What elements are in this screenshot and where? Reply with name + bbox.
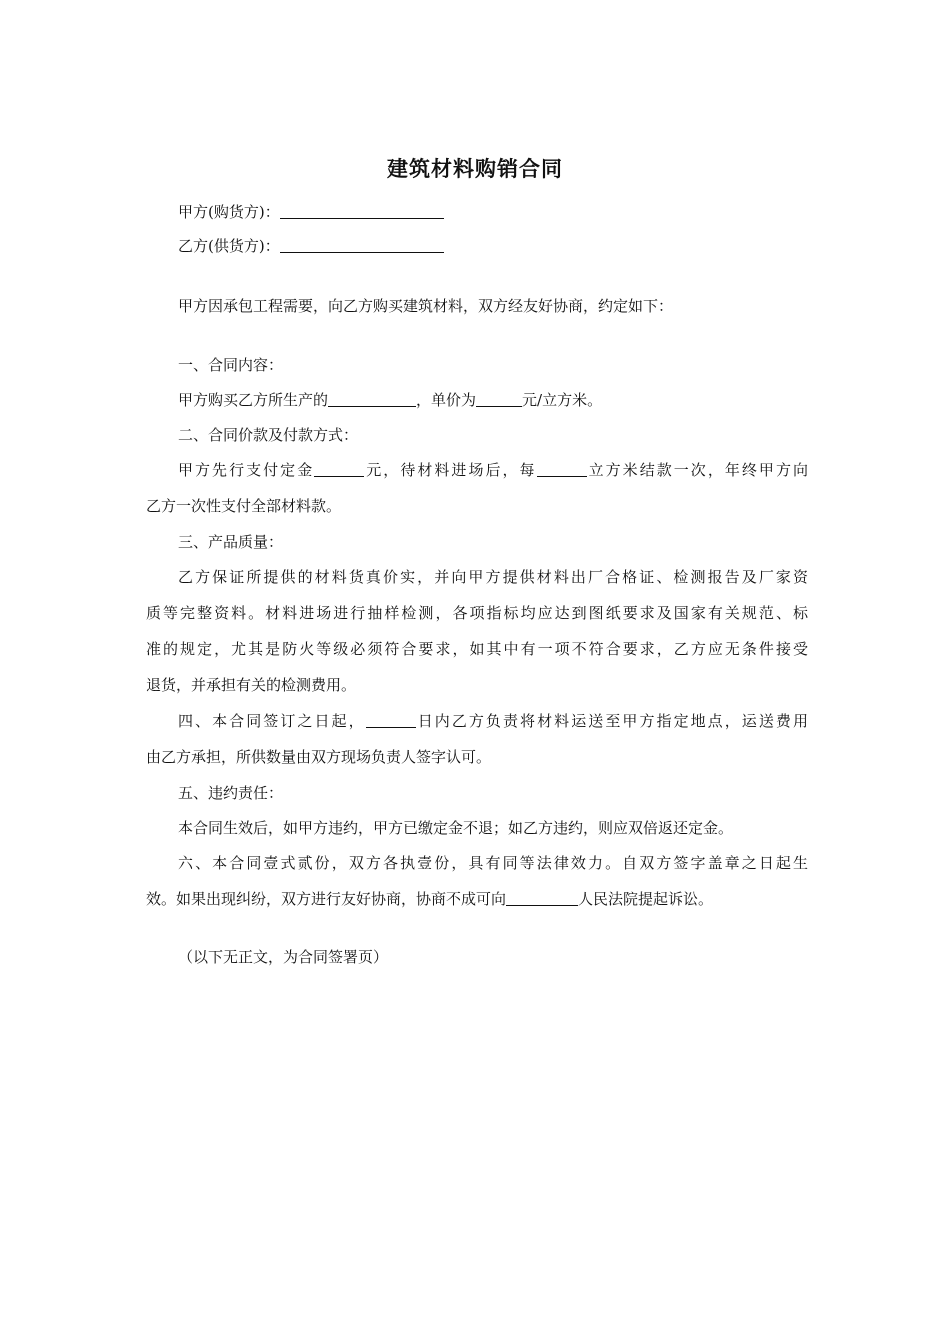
section-2-heading: 二、合同价款及付款方式： xyxy=(178,426,359,444)
section-3-heading: 三、产品质量： xyxy=(178,533,284,551)
section-5-heading: 五、违约责任： xyxy=(178,784,284,802)
section-3-line-2: 质等完整资料。材料进场进行抽样检测，各项指标均应达到图纸要求及国家有关规范、标 xyxy=(146,604,808,622)
party-a-blank[interactable] xyxy=(280,202,444,219)
section-3-line-1: 乙方保证所提供的材料货真价实，并向甲方提供材料出厂合格证、检测报告及厂家资 xyxy=(178,568,808,586)
section-2-line-2: 乙方一次性支付全部材料款。 xyxy=(146,497,342,515)
party-a-label: 甲方(购货方)： xyxy=(178,203,280,221)
section-6-line-2: 效。如果出现纠纷，双方进行友好协商，协商不成可向 人民法院提起诉讼。 xyxy=(146,890,714,908)
party-a-line xyxy=(178,201,808,223)
unit-price-blank[interactable] xyxy=(476,390,522,407)
court-blank[interactable] xyxy=(506,889,578,906)
deposit-blank[interactable] xyxy=(314,460,364,477)
material-blank[interactable] xyxy=(328,390,416,407)
section-6-line-1: 六、本合同壹式贰份，双方各执壹份，具有同等法律效力。自双方签字盖章之日起生 xyxy=(178,854,808,872)
party-b-label: 乙方(供货方)： xyxy=(178,237,280,255)
intro-text: 甲方因承包工程需要，向乙方购买建筑材料，双方经友好协商，约定如下： xyxy=(178,297,674,315)
section-2-line-1: 甲方先行支付定金 元，待材料进场后，每 立方米结款一次，年终甲方向 xyxy=(178,461,808,479)
days-blank[interactable] xyxy=(366,711,416,728)
party-b-blank[interactable] xyxy=(280,236,444,253)
footer-note: （以下无正文，为合同签署页） xyxy=(178,948,389,966)
volume-blank[interactable] xyxy=(537,460,587,477)
contract-title: 建筑材料购销合同 xyxy=(387,157,563,181)
section-3-line-4: 退货，并承担有关的检测费用。 xyxy=(146,676,357,694)
section-1-heading: 一、合同内容： xyxy=(178,356,284,374)
section-1-text: 甲方购买乙方所生产的 ，单价为 元/立方米。 xyxy=(178,391,603,409)
section-5-text: 本合同生效后，如甲方违约，甲方已缴定金不退；如乙方违约，则应双倍返还定金。 xyxy=(178,819,734,837)
section-4-line-1: 四、本合同签订之日起， 日内乙方负责将材料运送至甲方指定地点，运送费用 xyxy=(178,712,808,730)
section-3-line-3: 准的规定，尤其是防火等级必须符合要求，如其中有一项不符合要求，乙方应无条件接受 xyxy=(146,640,808,658)
party-b-line xyxy=(178,235,808,257)
section-4-line-2: 由乙方承担，所供数量由双方现场负责人签字认可。 xyxy=(146,748,492,766)
